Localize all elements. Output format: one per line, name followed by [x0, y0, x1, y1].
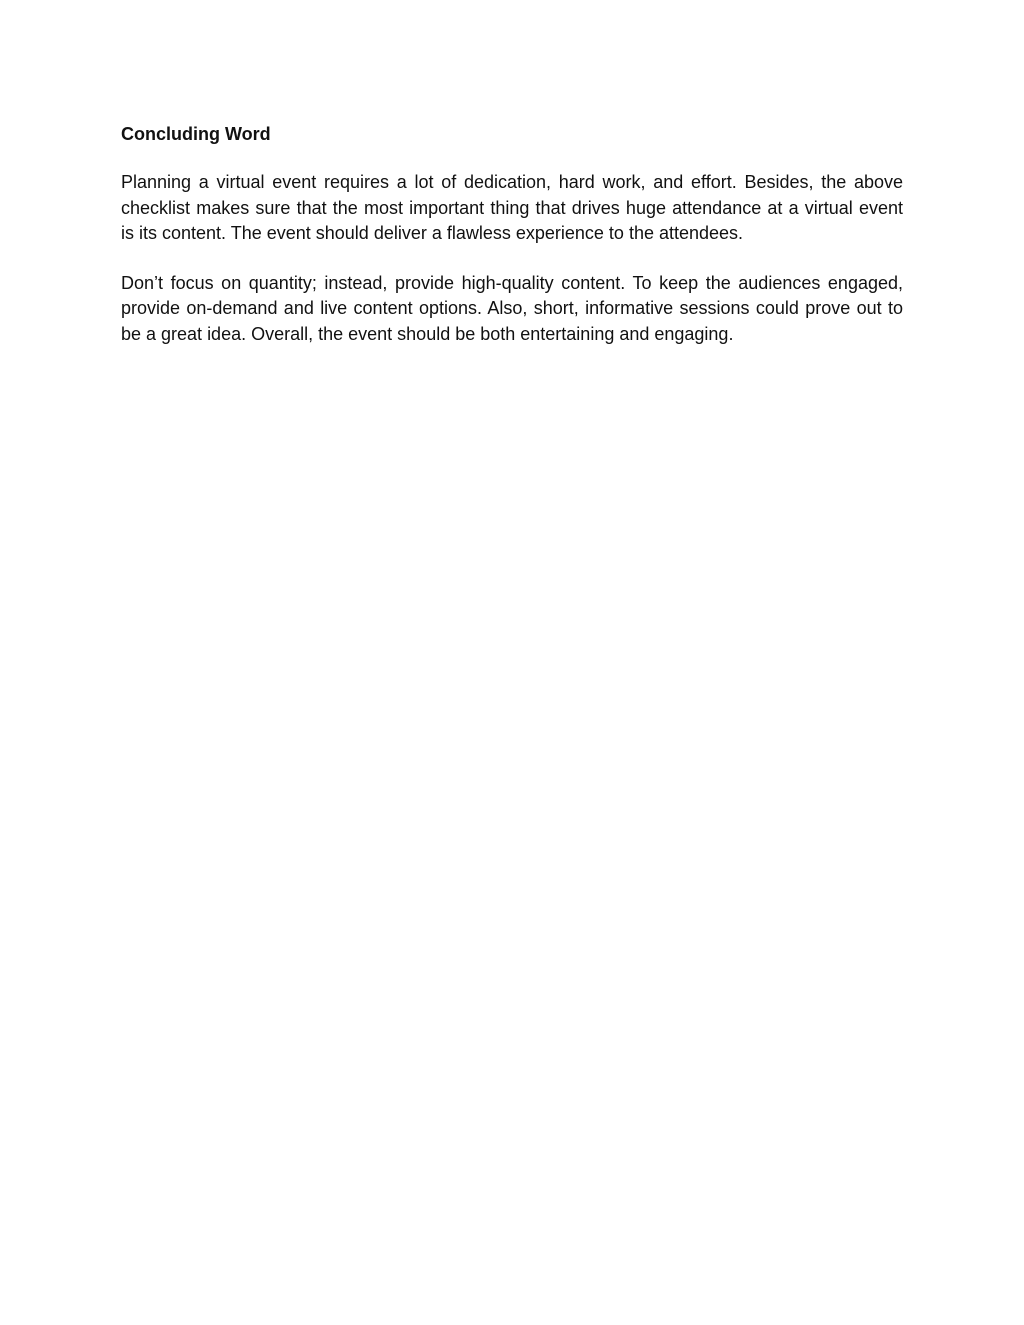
document-body — [121, 121, 903, 347]
paragraph-content-quality: Don’t focus on quantity; instead, provide high-quality content. To keep the audiences engaged, provide on-demand and live content options. Also, short, informative sessions could prove out to be a great idea. Overall, the event should be both entertaining and engaging. — [121, 272, 903, 344]
paragraph-planning: Planning a virtual event requires a lot of dedication, hard work, and effort. Besides, the above checklist makes sure that the most important thing that drives huge attendance at a virtual event is its content. The event should deliver a flawless experience to the attendees. — [121, 172, 903, 243]
section-heading: Concluding Word — [121, 124, 271, 144]
